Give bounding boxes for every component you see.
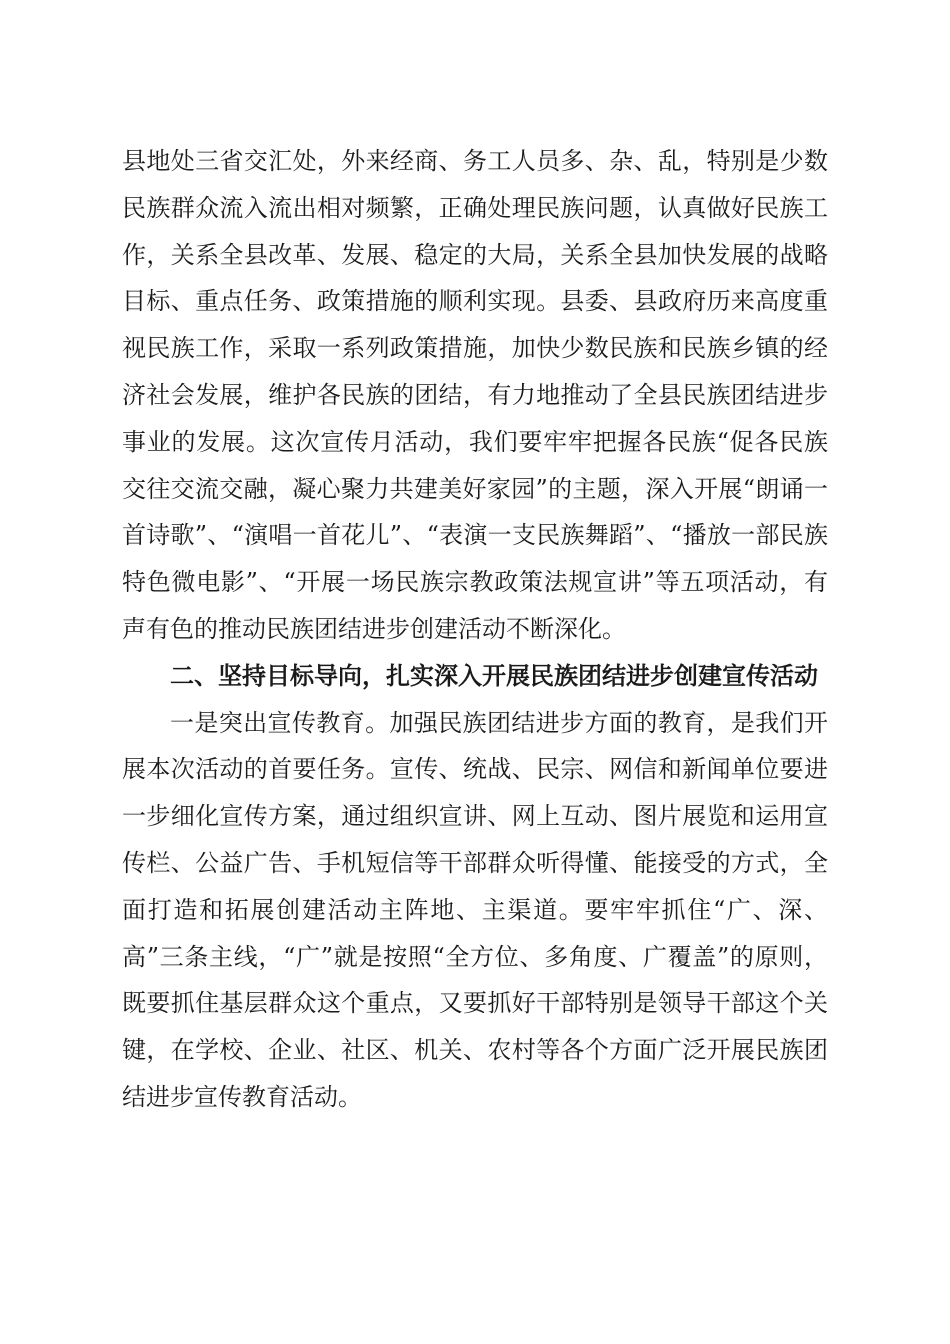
section-heading: 二、坚持目标导向，扎实深入开展民族团结进步创建宣传活动 <box>170 661 818 690</box>
document-body <box>122 138 828 1121</box>
body-paragraph-continuation: 县地处三省交汇处，外来经商、务工人员多、杂、乱，特别是少数民族群众流入流出相对频繁，正确处理民族问题，认真做好民族工作，关系全县改革、发展、稳定的大局，关系全县加快发展的战略目标、重点任务、政策措施的顺利实现。县委、县政府历来高度重视民族工作，采取一系列政策措施，加快少数民族和民族乡镇的经济社会发展，维护各民族的团结，有力地推动了全县民族团结进步事业的发展。这次宣传月活动，我们要牢牢把握各民族“促各民族交往交流交融，凝心聚力共建美好家园”的主题，深入开展“朗诵一首诗歌”、“演唱一首花儿”、“表演一支民族舞蹈”、“播放一部民族特色微电影”、“开展一场民族宗教政策法规宣讲”等五项活动，有声有色的推动民族团结进步创建活动不断深化。 <box>122 147 828 643</box>
paragraph-lead-phrase: 一是突出宣传教育。 <box>170 708 390 737</box>
paragraph-body-text: 加强民族团结进步方面的教育，是我们开展本次活动的首要任务。宣传、统战、民宗、网信和新闻单位要进一步细化宣传方案，通过组织宣讲、网上互动、图片展览和运用宣传栏、公益广告、手机短信等干部群众听得懂、能接受的方式，全面打造和拓展创建活动主阵地、主渠道。要牢牢抓住“广、深、高”三条主线，“广”就是按照“全方位、多角度、广覆盖”的原则，既要抓住基层群众这个重点，又要抓好干部特别是领导干部这个关键，在学校、企业、社区、机关、农村等各个方面广泛开展民族团结进步宣传教育活动。 <box>122 708 829 1111</box>
body-paragraph-propaganda <box>122 700 828 1121</box>
